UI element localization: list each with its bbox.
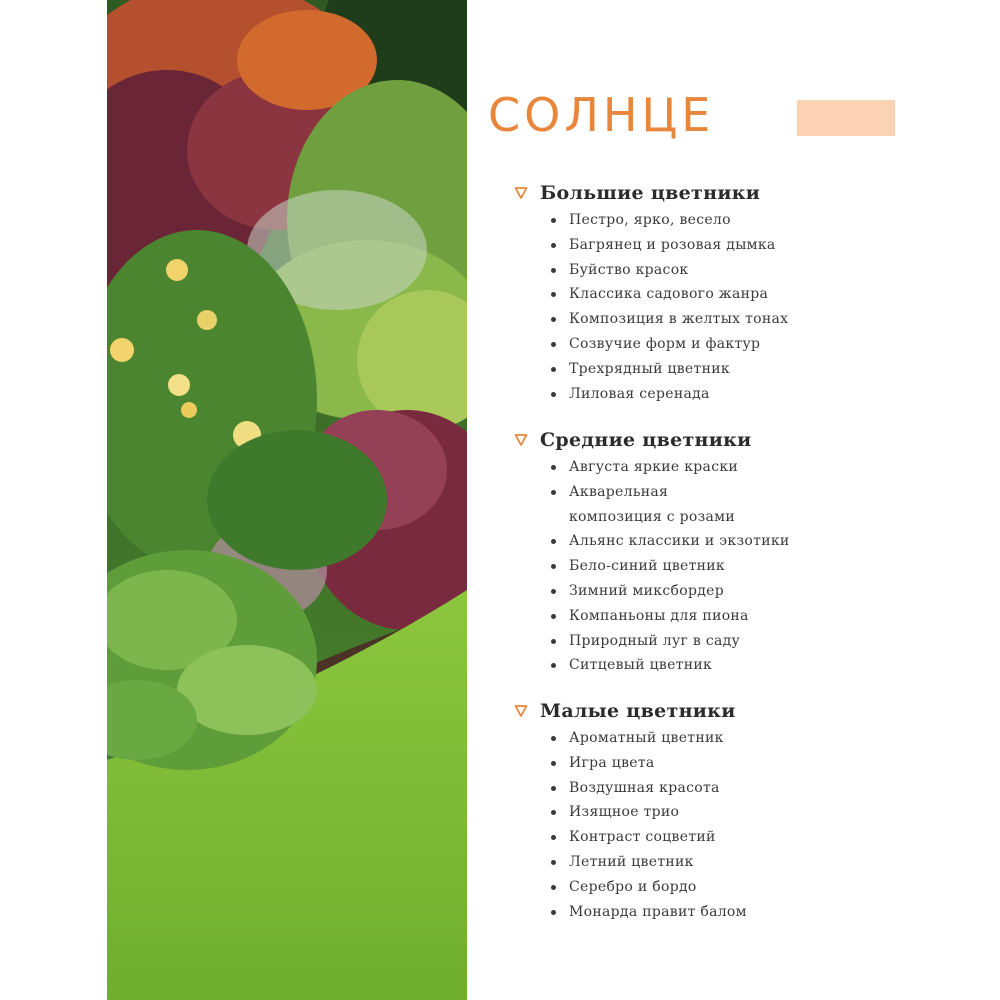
list-item: Багрянец и розовая дымка — [551, 233, 984, 258]
section-small-flowerbeds — [514, 696, 984, 924]
list-item: Композиция в желтых тонах — [551, 307, 984, 332]
bullet-icon — [551, 342, 556, 347]
list-item: Пестро, ярко, весело — [551, 208, 984, 233]
bullet-icon — [551, 465, 556, 470]
triangle-down-outline-icon — [514, 186, 528, 200]
list-item: Ароматный цветник — [551, 726, 984, 751]
bullet-icon — [551, 639, 556, 644]
bullet-icon — [551, 292, 556, 297]
page-title: СОЛНЦЕ — [488, 88, 715, 142]
item-list — [514, 208, 984, 406]
section-title: Малые цветники — [540, 700, 736, 722]
list-item: Альянс классики и экзотики — [551, 529, 763, 554]
bullet-icon — [551, 268, 556, 273]
bullet-icon — [551, 786, 556, 791]
list-item: Игра цвета — [551, 751, 984, 776]
section-medium-flowerbeds — [514, 425, 984, 678]
bullet-icon — [551, 910, 556, 915]
list-item: Буйство красок — [551, 258, 984, 283]
list-item: Летний цветник — [551, 850, 984, 875]
list-item: Компаньоны для пиона — [551, 604, 763, 629]
bullet-icon — [551, 614, 556, 619]
section-header — [514, 425, 984, 455]
bullet-icon — [551, 317, 556, 322]
list-item: Акварельная композиция с розами — [551, 480, 763, 530]
bullet-icon — [551, 835, 556, 840]
list-item: Серебро и бордо — [551, 875, 984, 900]
list-item: Трехрядный цветник — [551, 357, 984, 382]
list-item: Зимний миксбордер — [551, 579, 763, 604]
item-list — [514, 726, 984, 924]
bullet-icon — [551, 589, 556, 594]
section-title: Большие цветники — [540, 182, 761, 204]
list-item: Лиловая серенада — [551, 382, 984, 407]
section-header — [514, 178, 984, 208]
bullet-icon — [551, 663, 556, 668]
section-large-flowerbeds — [514, 178, 984, 406]
list-item: Изящное трио — [551, 800, 984, 825]
list-item: Бело-синий цветник — [551, 554, 763, 579]
list-item: Воздушная красота — [551, 776, 984, 801]
bullet-icon — [551, 761, 556, 766]
section-header — [514, 696, 984, 726]
bullet-icon — [551, 860, 556, 865]
list-item: Ситцевый цветник — [551, 653, 763, 678]
list-item: Августа яркие краски — [551, 455, 763, 480]
bullet-icon — [551, 243, 556, 248]
triangle-down-outline-icon — [514, 433, 528, 447]
list-item: Классика садового жанра — [551, 282, 984, 307]
bullet-icon — [551, 392, 556, 397]
list-item: Природный луг в саду — [551, 629, 763, 654]
bullet-icon — [551, 367, 556, 372]
garden-photo — [107, 0, 467, 1000]
bullet-icon — [551, 490, 556, 495]
accent-bar — [797, 100, 895, 136]
bullet-icon — [551, 564, 556, 569]
bullet-icon — [551, 218, 556, 223]
item-list — [514, 455, 790, 678]
list-item: Монарда правит балом — [551, 900, 984, 925]
list-item: Контраст соцветий — [551, 825, 984, 850]
triangle-down-outline-icon — [514, 704, 528, 718]
bullet-icon — [551, 810, 556, 815]
bullet-icon — [551, 885, 556, 890]
bullet-icon — [551, 539, 556, 544]
bullet-icon — [551, 736, 556, 741]
section-title: Средние цветники — [540, 429, 752, 451]
list-item: Созвучие форм и фактур — [551, 332, 984, 357]
